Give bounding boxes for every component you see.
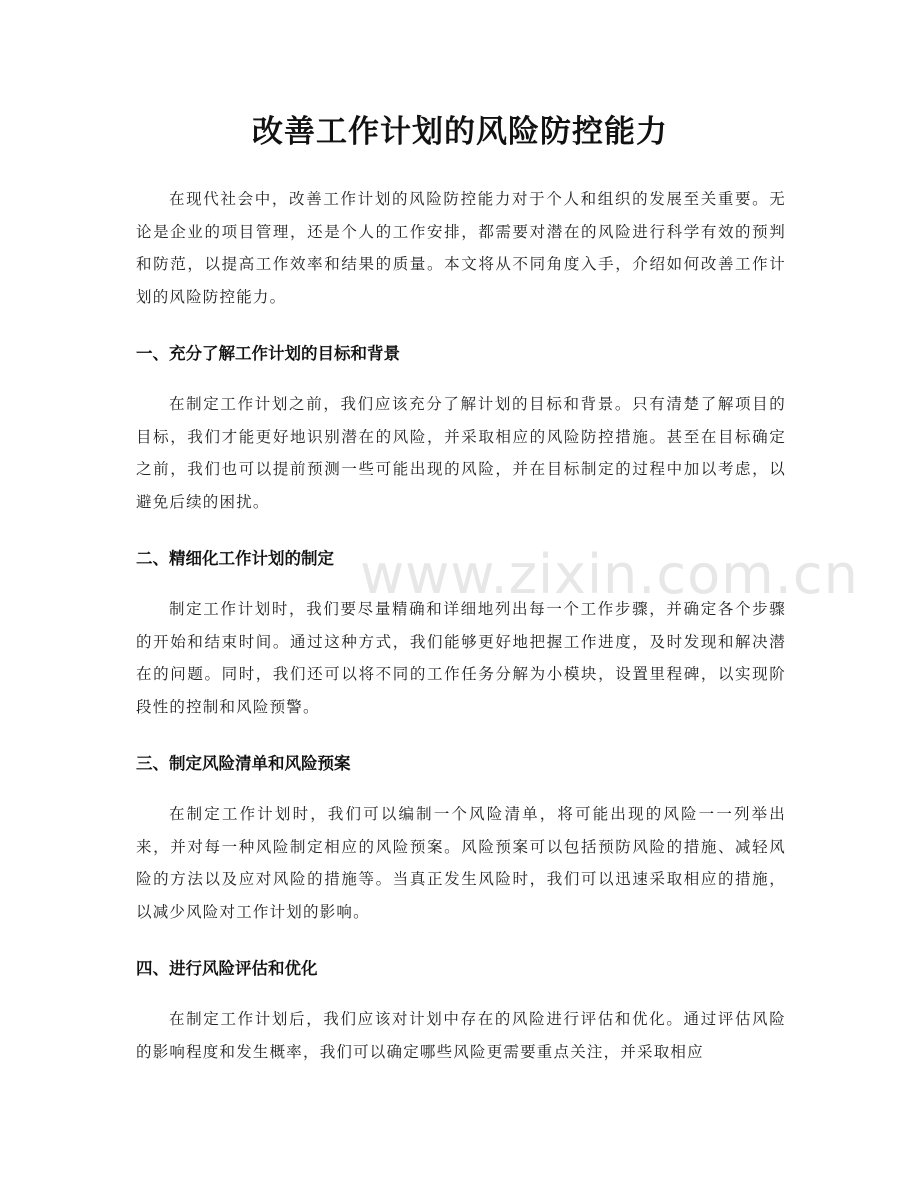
section-paragraph-4: 在制定工作计划后，我们应该对计划中存在的风险进行评估和优化。通过评估风险的影响程度和发生概率，我们可以确定哪些风险更需要重点关注，并采取相应	[136, 1010, 786, 1061]
section-heading-4: 四、进行风险评估和优化	[136, 959, 318, 978]
watermark-text: www.zixin.com.cn	[360, 543, 859, 606]
intro-paragraph: 在现代社会中，改善工作计划的风险防控能力对于个人和组织的发展至关重要。无论是企业的项目管理，还是个人的工作安排，都需要对潜在的风险进行科学有效的预判和防范，以提高工作效率和结果的质量。本文将从不同角度入手，介绍如何改善工作计划的风险防控能力。	[136, 190, 786, 306]
section-heading-3: 三、制定风险清单和风险预案	[136, 754, 351, 773]
section-paragraph-1: 在制定工作计划之前，我们应该充分了解计划的目标和背景。只有清楚了解项目的目标，我们才能更好地识别潜在的风险，并采取相应的风险防控措施。甚至在目标确定之前，我们也可以提前预测一些可能出现的风险，并在目标制定的过程中加以考虑，以避免后续的困扰。	[136, 395, 786, 511]
document-title: 改善工作计划的风险防控能力	[252, 114, 668, 150]
section-heading-1: 一、充分了解工作计划的目标和背景	[136, 344, 400, 363]
document-body	[136, 183, 786, 1068]
section-paragraph-3: 在制定工作计划时，我们可以编制一个风险清单，将可能出现的风险一一列举出来，并对每一种风险制定相应的风险预案。风险预案可以包括预防风险的措施、减轻风险的方法以及应对风险的措施等。当真正发生风险时，我们可以迅速采取相应的措施，以减少风险对工作计划的影响。	[136, 805, 786, 921]
section-heading-2: 二、精细化工作计划的制定	[136, 549, 334, 568]
section-paragraph-2: 制定工作计划时，我们要尽量精确和详细地列出每一个工作步骤，并确定各个步骤的开始和结束时间。通过这种方式，我们能够更好地把握工作进度，及时发现和解决潜在的问题。同时，我们还可以将不同的工作任务分解为小模块，设置里程碑，以实现阶段性的控制和风险预警。	[136, 600, 786, 716]
